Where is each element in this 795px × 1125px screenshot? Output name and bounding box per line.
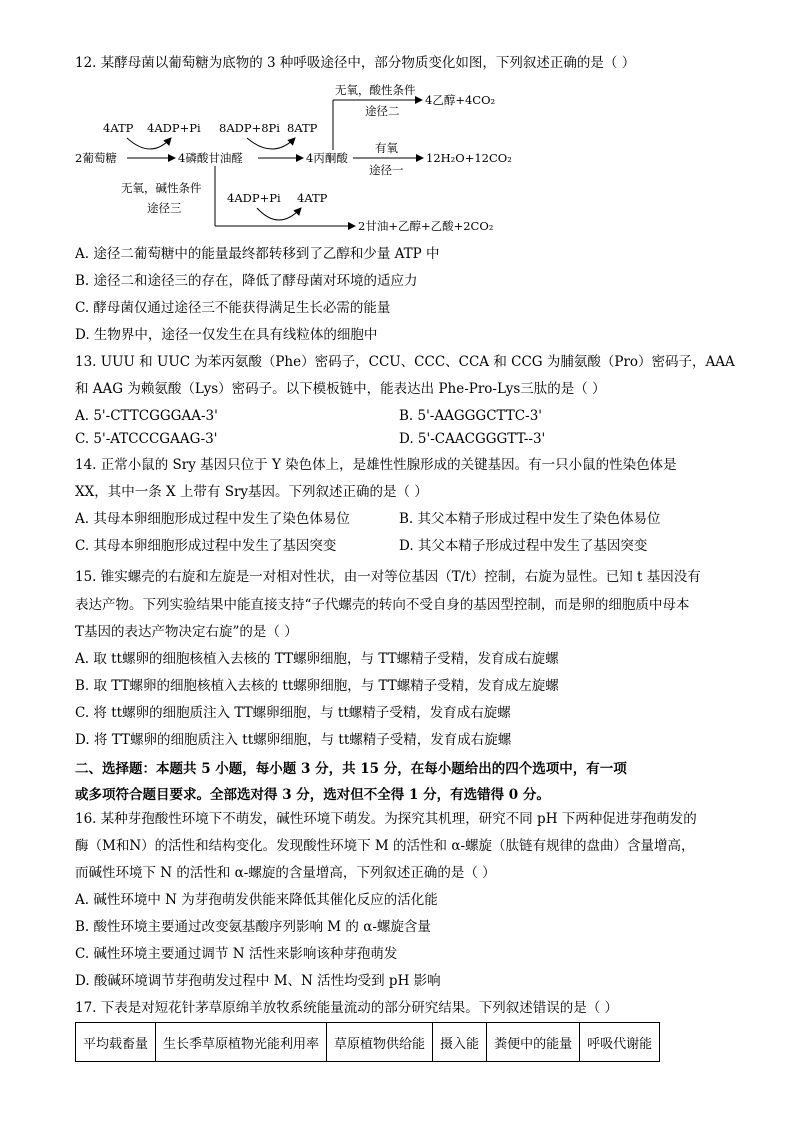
q12-option-b[interactable]: B. 途径二和途径三的存在，降低了酵母菌对环境的适应力 xyxy=(75,273,418,289)
q15-stem-line2: 表达产物。下列实验结果中能直接支持“子代螺壳的转向不受自身的基因型控制，而是卵的细胞质中母本 xyxy=(75,597,690,613)
q17-data-table xyxy=(75,1022,660,1062)
q15-option-a[interactable]: A. 取 tt螺卵的细胞核植入去核的 TT螺卵细胞，与 TT螺精子受精，发育成右旋螺 xyxy=(75,651,559,667)
q14-stem-line1: 14. 正常小鼠的 Sry 基因只位于 Y 染色体上，是雄性性腺形成的关键基因。有一只小鼠的性染色体是 xyxy=(75,457,677,473)
adp-in-2: 8ADP+8Pi xyxy=(219,121,280,135)
q13-option-b[interactable]: B. 5'-AAGGGCTTC-3' xyxy=(399,408,542,424)
table-header-cell: 草原植物供给能 xyxy=(327,1023,433,1062)
q15-stem-line1: 15. 锥实螺壳的右旋和左旋是一对相对性状，由一对等位基因（T/t）控制，右旋为显性。已知 t 基因没有 xyxy=(75,569,701,585)
section2-header-line1: 二、选择题：本题共 5 小题，每小题 3 分，共 15 分，在每小题给出的四个选项中，有一项 xyxy=(75,761,627,777)
q13-stem-line1: 13. UUU 和 UUC 为苯丙氨酸（Phe）密码子，CCU、CCC、CCA 和 CCG 为脯氨酸（Pro）密码子，AAA xyxy=(75,354,735,370)
table-header-cell: 呼吸代谢能 xyxy=(580,1023,660,1062)
q12-option-c[interactable]: C. 酵母菌仅通过途径三不能获得满足生长必需的能量 xyxy=(75,300,391,316)
q16-stem-line2: 酶（M和N）的活性和结构变化。发现酸性环境下 M 的活性和 α-螺旋（肽链有规律的盘曲）含量增高， xyxy=(75,838,695,854)
q13-option-d[interactable]: D. 5'-CAACGGGTT--3' xyxy=(399,431,546,447)
respiration-pathway-diagram xyxy=(75,82,535,242)
q12-option-d[interactable]: D. 生物界中，途径一仅发生在具有线粒体的细胞中 xyxy=(75,327,378,343)
q16-option-d[interactable]: D. 酸碱环境调节芽孢萌发过程中 M、N 活性均受到 pH 影响 xyxy=(75,973,441,989)
table-header-cell: 平均载畜量 xyxy=(76,1023,156,1062)
q14-option-c[interactable]: C. 其母本卵细胞形成过程中发生了基因突变 xyxy=(75,538,337,554)
q12-stem: 12. 某酵母菌以葡萄糖为底物的 3 种呼吸途径中，部分物质变化如图，下列叙述正确的是（ ） xyxy=(75,55,636,71)
q14-option-b[interactable]: B. 其父本精子形成过程中发生了染色体易位 xyxy=(399,511,661,527)
atp-out-2: 8ATP xyxy=(287,121,318,135)
table-header-cell: 摄入能 xyxy=(433,1023,487,1062)
coupling-curve-2 xyxy=(247,138,295,149)
table-header-row xyxy=(76,1023,660,1062)
atp-out-3: 4ATP xyxy=(297,191,328,205)
path3-condition: 无氧，碱性条件 xyxy=(121,181,202,195)
path2-product: 4乙醇+4CO₂ xyxy=(425,93,496,107)
q16-stem-line1: 16. 某种芽孢酸性环境下不萌发，碱性环境下萌发。为探究其机理，研究不同 pH 下两种促进芽孢萌发的 xyxy=(75,811,697,827)
coupling-curve-3 xyxy=(257,208,301,220)
path3-product: 2甘油+乙醇+乙酸+2CO₂ xyxy=(358,219,494,233)
section2-header-line2: 或多项符合题目要求。全部选对得 3 分，选对但不全得 1 分，有选错得 0 分。 xyxy=(75,787,550,803)
q13-option-c[interactable]: C. 5'-ATCCCGAAG-3' xyxy=(75,431,218,447)
table-header-cell: 粪便中的能量 xyxy=(487,1023,580,1062)
adp-in-3: 4ADP+Pi xyxy=(227,191,281,205)
q15-option-c[interactable]: C. 将 tt螺卵的细胞质注入 TT螺卵细胞，与 tt螺精子受精，发育成右旋螺 xyxy=(75,705,511,721)
q15-option-b[interactable]: B. 取 TT螺卵的细胞核植入去核的 tt螺卵细胞，与 TT螺精子受精，发育成左旋螺 xyxy=(75,678,559,694)
glucose-label: 2葡萄糖 xyxy=(75,151,117,165)
path2-name: 途径二 xyxy=(365,104,400,118)
table-header-cell: 生长季草原植物光能利用率 xyxy=(156,1023,327,1062)
q14-option-a[interactable]: A. 其母本卵细胞形成过程中发生了染色体易位 xyxy=(75,511,350,527)
g3p-label: 4磷酸甘油醛 xyxy=(178,151,243,165)
adp-out-1: 4ADP+Pi xyxy=(147,121,201,135)
path1-condition: 有氧 xyxy=(375,141,398,155)
q16-stem-line3: 而碱性环境下 N 的活性和 α-螺旋的含量增高，下列叙述正确的是（ ） xyxy=(75,865,496,881)
q16-option-a[interactable]: A. 碱性环境中 N 为芽孢萌发供能来降低其催化反应的活化能 xyxy=(75,892,438,908)
path1-name: 途径一 xyxy=(369,163,404,177)
q13-stem-line2: 和 AAG 为赖氨酸（Lys）密码子。以下模板链中，能表达出 Phe-Pro-Lys三肽的是（ ） xyxy=(75,381,606,397)
coupling-curve-1 xyxy=(127,138,171,149)
q12-option-a[interactable]: A. 途径二葡萄糖中的能量最终都转移到了乙醇和少量 ATP 中 xyxy=(75,246,440,262)
q16-option-c[interactable]: C. 碱性环境主要通过调节 N 活性来影响该种芽孢萌发 xyxy=(75,946,398,962)
path3-name: 途径三 xyxy=(147,201,182,215)
path2-condition: 无氧，酸性条件 xyxy=(335,83,416,97)
q14-option-d[interactable]: D. 其父本精子形成过程中发生了基因突变 xyxy=(399,538,648,554)
q15-stem-line3: T基因的表达产物决定右旋”的是（ ） xyxy=(75,624,298,640)
q16-option-b[interactable]: B. 酸性环境主要通过改变氨基酸序列影响 M 的 α-螺旋含量 xyxy=(75,919,431,935)
atp-in-1: 4ATP xyxy=(103,121,134,135)
pyruvate-label: 4丙酮酸 xyxy=(306,151,348,165)
q17-stem: 17. 下表是对短花针茅草原绵羊放牧系统能量流动的部分研究结果。下列叙述错误的是（ ） xyxy=(75,1000,619,1016)
q14-stem-line2: XX，其中一条 X 上带有 Sry基因。下列叙述正确的是（ ） xyxy=(75,484,428,500)
path1-product: 12H₂O+12CO₂ xyxy=(426,151,512,165)
q13-option-a[interactable]: A. 5'-CTTCGGGAA-3' xyxy=(75,408,218,424)
q15-option-d[interactable]: D. 将 TT螺卵的细胞质注入 tt螺卵细胞，与 tt螺精子受精，发育成右旋螺 xyxy=(75,732,512,748)
